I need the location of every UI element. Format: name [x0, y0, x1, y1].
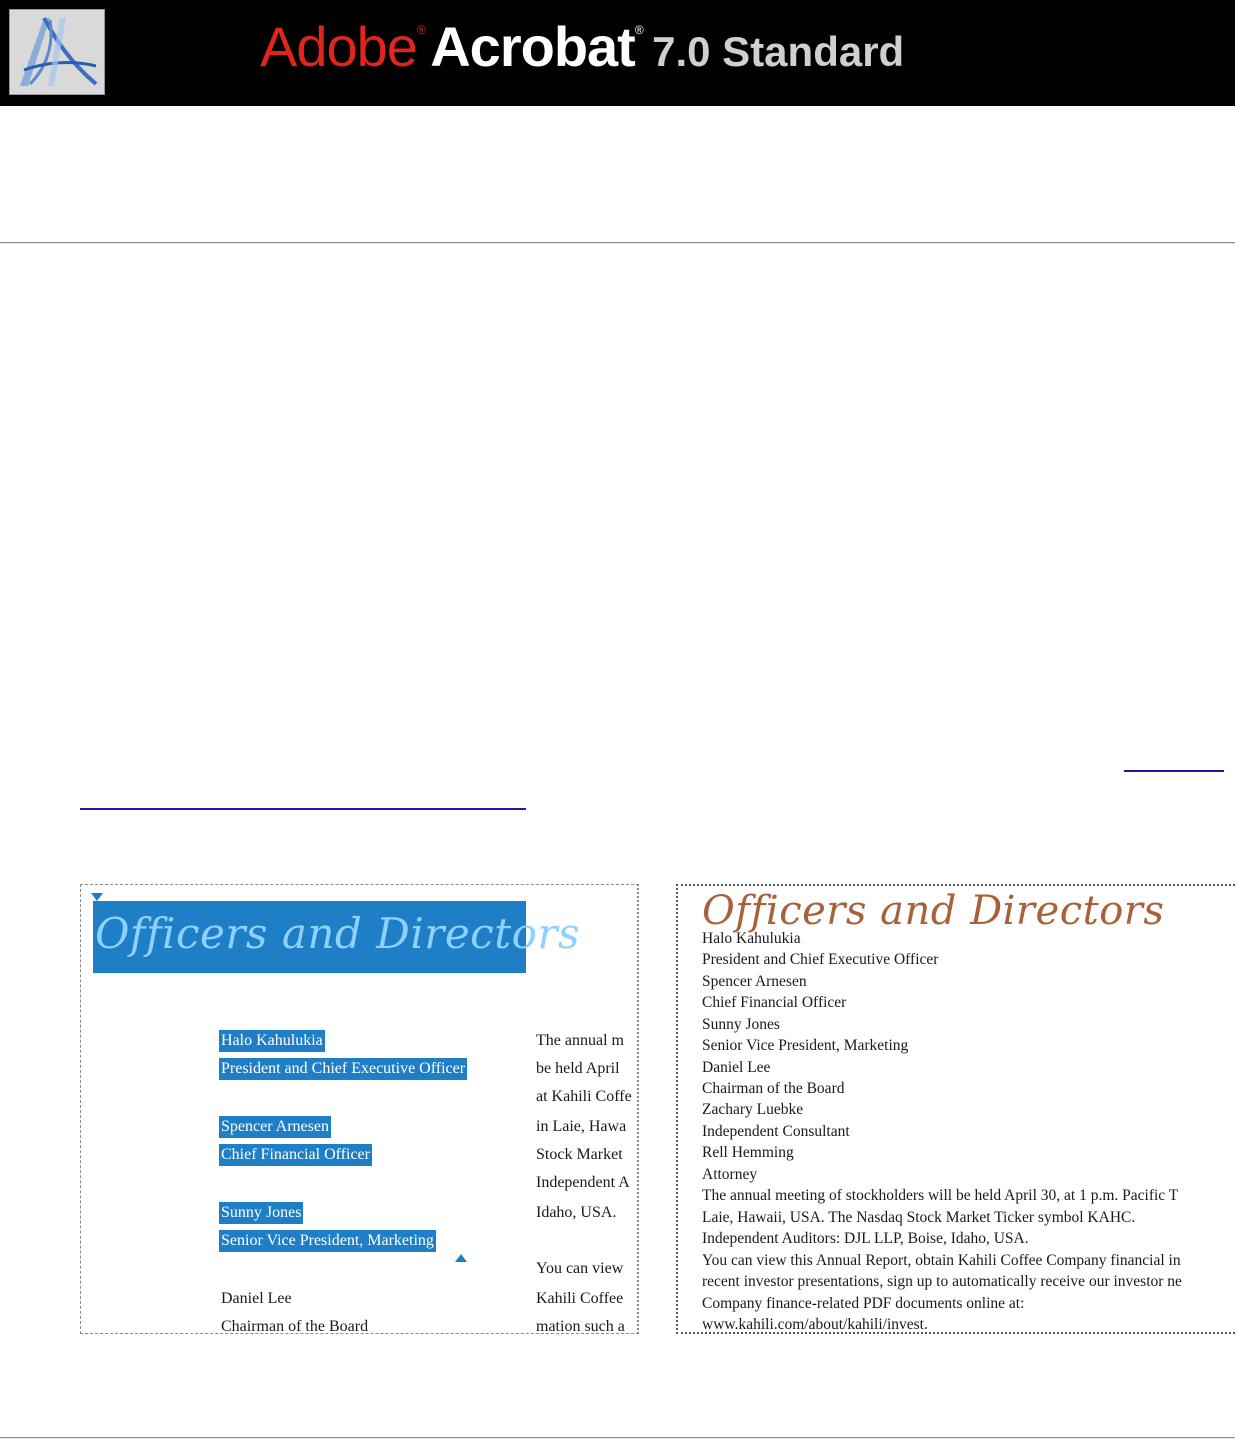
- officer-line: Halo Kahulukia: [219, 1030, 325, 1052]
- officer-line: Spencer Arnesen: [219, 1116, 331, 1138]
- officer-line: President and Chief Executive Officer: [219, 1058, 467, 1080]
- body-text-line: be held April: [536, 1060, 620, 1077]
- body-text-line: You can view: [536, 1260, 624, 1277]
- pasted-line: Independent Consultant: [702, 1123, 850, 1140]
- brand-version: 7.0 Standard: [652, 28, 905, 75]
- bottom-divider: [0, 1437, 1235, 1439]
- pasted-line: Chairman of the Board: [702, 1080, 845, 1097]
- pasted-line: Senior Vice President, Marketing: [702, 1037, 909, 1054]
- registered-mark: ®: [634, 23, 644, 37]
- body-text-line: at Kahili Coffe: [536, 1088, 632, 1105]
- registered-mark: ®: [416, 23, 426, 37]
- pasted-line: Chief Financial Officer: [702, 994, 847, 1011]
- brand-acrobat: Acrobat: [430, 15, 635, 78]
- pasted-text-panel: [676, 884, 1235, 1334]
- body-text-line: mation such a: [536, 1318, 625, 1334]
- pasted-line: Independent Auditors: DJL LLP, Boise, Idaho, USA.: [702, 1230, 1029, 1247]
- pasted-line: recent investor presentations, sign up to automatically receive our investor ne: [702, 1273, 1182, 1290]
- panel-heading: Officers and Directors: [702, 888, 1165, 934]
- body-text-line: Kahili Coffee: [536, 1290, 624, 1307]
- selection-end-handle[interactable]: [455, 1254, 467, 1262]
- officer-line: Daniel Lee: [221, 1290, 292, 1307]
- top-divider: [0, 242, 1235, 244]
- body-text-line: The annual m: [536, 1032, 624, 1049]
- pasted-line: Rell Hemming: [702, 1144, 794, 1161]
- body-text-line: Idaho, USA.: [536, 1204, 617, 1221]
- panel-heading: Officers and Directors: [95, 909, 580, 958]
- pasted-line: Daniel Lee: [702, 1059, 771, 1076]
- brand-adobe: Adobe: [260, 15, 417, 78]
- link-underline[interactable]: [80, 808, 526, 810]
- body-text-line: Stock Market: [536, 1146, 623, 1163]
- pasted-line: Halo Kahulukia: [702, 930, 801, 947]
- acrobat-logo-icon: [9, 9, 105, 95]
- officer-line: Chief Financial Officer: [219, 1144, 372, 1166]
- pasted-line: President and Chief Executive Officer: [702, 951, 939, 968]
- pasted-line: Sunny Jones: [702, 1016, 780, 1033]
- header-banner: [0, 0, 1235, 106]
- selection-start-handle[interactable]: [91, 893, 103, 901]
- pasted-line: Spencer Arnesen: [702, 973, 807, 990]
- pasted-line: www.kahili.com/about/kahili/invest.: [702, 1316, 928, 1333]
- product-title: [260, 14, 904, 94]
- body-text-line: in Laie, Hawa: [536, 1118, 627, 1135]
- pasted-line: The annual meeting of stockholders will be held April 30, at 1 p.m. Pacific T: [702, 1187, 1179, 1204]
- link-underline[interactable]: [1124, 770, 1224, 772]
- body-text-line: Independent A: [536, 1174, 630, 1191]
- pasted-line: Company finance-related PDF documents online at:: [702, 1295, 1025, 1312]
- pasted-line: You can view this Annual Report, obtain Kahili Coffee Company financial in: [702, 1252, 1181, 1269]
- officer-line: Chairman of the Board: [221, 1318, 369, 1334]
- officer-line: Senior Vice President, Marketing: [219, 1230, 436, 1252]
- pasted-line: Attorney: [702, 1166, 758, 1183]
- pasted-line: Zachary Luebke: [702, 1101, 804, 1118]
- selected-text-panel: [80, 884, 639, 1334]
- pasted-line: Laie, Hawaii, USA. The Nasdaq Stock Market Ticker symbol KAHC.: [702, 1209, 1136, 1226]
- officer-line: Sunny Jones: [219, 1202, 303, 1224]
